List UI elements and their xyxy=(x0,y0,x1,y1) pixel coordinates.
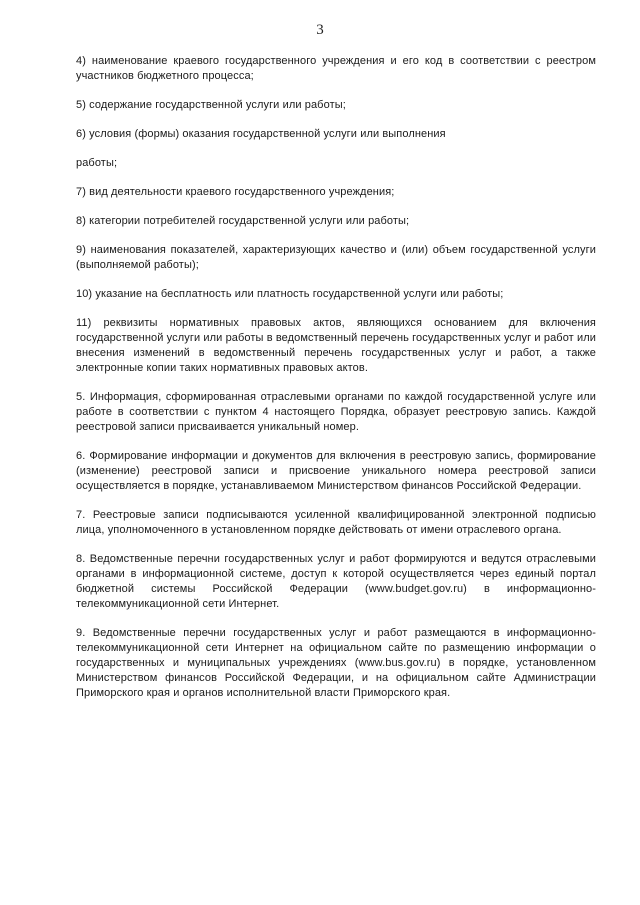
list-item-5: 5) содержание государственной услуги или работы; xyxy=(76,99,346,111)
list-item-6-continuation: работы; xyxy=(76,157,118,169)
paragraph-5: 5. Информация, сформированная отраслевыми органами по каждой государственной услуге или работе в соответствии с пунктом 4 настоящего Порядка, образует реестровую запись. Каждой реестровой записи присваивается уникальный номер. xyxy=(76,391,596,433)
paragraph-7: 7. Реестровые записи подписываются усиленной квалифицированной электронной подписью лица, уполномоченного в установленном порядке действовать от имени отраслевого органа. xyxy=(76,509,596,536)
list-item-4: 4) наименование краевого государственного учреждения и его код в соответствии с реестром участников бюджетного процесса; xyxy=(76,55,596,82)
paragraph-9: 9. Ведомственные перечни государственных услуг и работ размещаются в информационно-телекоммуникационной сети Интернет на официальном сайте по размещению информации о государственных и муниципальных учреждениях (www.bus.gov.ru) в порядке, установленном Министерством финансов Российской Федерации, и на официальном сайте Администрации Приморского края и органов исполнительной власти Приморского края. xyxy=(76,627,596,699)
list-item-11: 11) реквизиты нормативных правовых актов, являющихся основанием для включения государственной услуги или работы в ведомственный перечень государственных услуг и работ или внесения изменений в ведомственный перечень государственных услуг и работ, а также электронные копии таких нормативных правовых актов. xyxy=(76,317,596,374)
list-item-6: 6) условия (формы) оказания государственной услуги или выполнения xyxy=(76,128,446,140)
list-item-8: 8) категории потребителей государственной услуги или работы; xyxy=(76,215,410,227)
paragraph-6: 6. Формирование информации и документов для включения в реестровую запись, формирование (изменение) реестровой записи и присвоение уникального номера реестровой записи осуществляется в порядке, устанавливаемом Министерством финансов Российской Федерации. xyxy=(76,450,596,492)
list-item-9: 9) наименования показателей, характеризующих качество и (или) объем государственной услуги (выполняемой работы); xyxy=(76,244,596,271)
paragraph-8: 8. Ведомственные перечни государственных услуг и работ формируются и ведутся отраслевыми органами в информационной системе, доступ к которой осуществляется через единый портал бюджетной системы Российской Федерации (www.budget.gov.ru) в информационно-телекоммуникационной сети Интернет. xyxy=(76,553,596,610)
document-body xyxy=(76,54,596,715)
list-item-10: 10) указание на бесплатность или платность государственной услуги или работы; xyxy=(76,288,504,300)
list-item-7: 7) вид деятельности краевого государственного учреждения; xyxy=(76,186,395,198)
page-number: 3 xyxy=(316,22,324,38)
